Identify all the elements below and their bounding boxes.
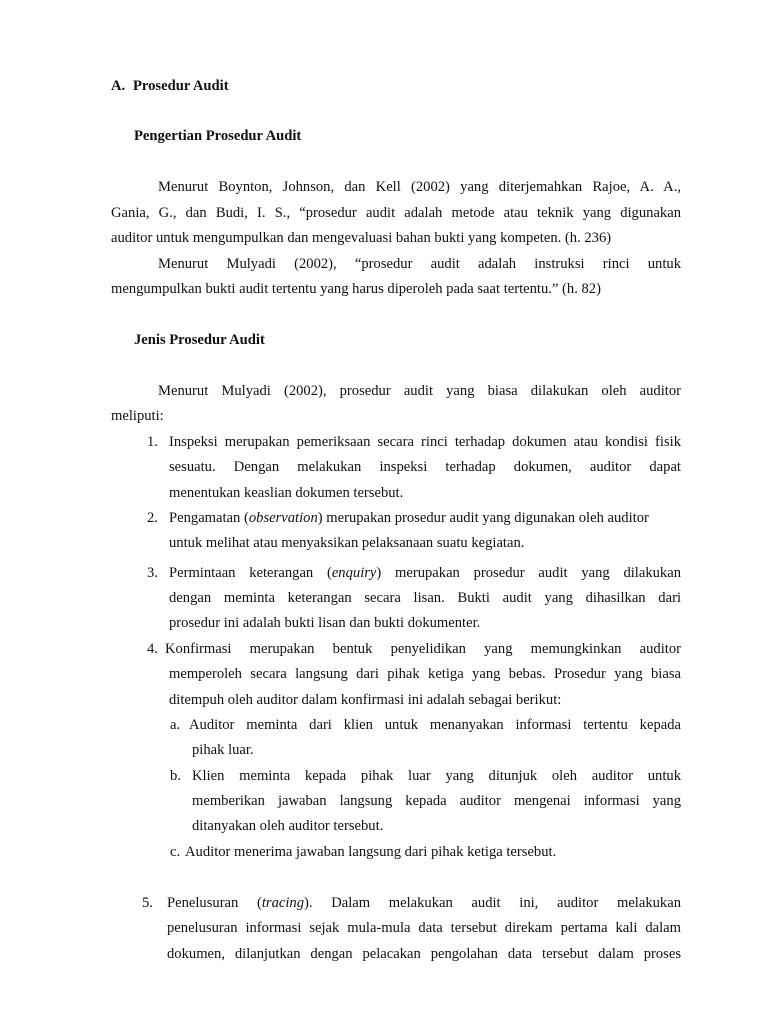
list-item5-line2: penelusuran informasi sejak mula-mula data tersebut direkam pertama kali dalam (167, 920, 681, 936)
list-item4-line3: ditempuh oleh auditor dalam konfirmasi ini adalah sebagai berikut: (169, 692, 562, 708)
para1-line2: Gania, G., dan Budi, I. S., “prosedur audit adalah metode atau teknik yang digunakan (111, 205, 681, 221)
para3-line1: Menurut Mulyadi (2002), prosedur audit yang biasa dilakukan oleh auditor (158, 383, 681, 399)
heading-number: A. (111, 78, 126, 94)
list-item2-line1: Pengamatan (observation) merupakan prosedur audit yang digunakan oleh auditor (169, 510, 649, 526)
list-number-4: 4. (147, 641, 158, 657)
list-number-2: 2. (147, 510, 158, 526)
list-item3-line3: prosedur ini adalah bukti lisan dan bukti dokumenter. (169, 615, 481, 631)
list-item5-line3: dokumen, dilanjutkan dengan pelacakan pengolahan data tersebut dalam proses (167, 946, 681, 962)
term-enquiry: enquiry (331, 565, 377, 581)
sublist-a-line1: Auditor meminta dari klien untuk menanyakan informasi tertentu kepada (189, 717, 681, 733)
sublist-c-line1: Auditor menerima jawaban langsung dari pihak ketiga tersebut. (185, 844, 557, 860)
sublist-b-line2: memberikan jawaban langsung kepada auditor mengenai informasi yang (192, 793, 681, 809)
sublist-letter-c: c. (170, 844, 181, 860)
sublist-b-line1: Klien meminta kepada pihak luar yang ditunjuk oleh auditor untuk (192, 768, 681, 784)
sublist-a-line2: pihak luar. (192, 742, 254, 758)
sublist-letter-a: a. (170, 717, 181, 733)
para2-line1: Menurut Mulyadi (2002), “prosedur audit adalah instruksi rinci untuk (158, 256, 681, 272)
list-item1-line3: menentukan keaslian dokumen tersebut. (169, 485, 404, 501)
list-item2-line2: untuk melihat atau menyaksikan pelaksanaan suatu kegiatan. (169, 535, 525, 551)
list-item3-line2: dengan meminta keterangan secara lisan. Bukti audit yang dihasilkan dari (169, 590, 681, 606)
para1-line1: Menurut Boynton, Johnson, dan Kell (2002) yang diterjemahkan Rajoe, A. A., (158, 179, 681, 195)
list-item1-line2: sesuatu. Dengan melakukan inspeksi terhadap dokumen, auditor dapat (169, 459, 681, 475)
list-number-1: 1. (147, 434, 158, 450)
list-number-3: 3. (147, 565, 158, 581)
list-item4-line2: memperoleh secara langsung dari pihak ketiga yang bebas. Prosedur yang biasa (169, 666, 681, 682)
section-title-jenis: Jenis Prosedur Audit (134, 332, 265, 348)
section-title-pengertian: Pengertian Prosedur Audit (134, 128, 302, 144)
para1-line3: auditor untuk mengumpulkan dan mengevaluasi bahan bukti yang kompeten. (h. 236) (111, 230, 612, 246)
sublist-b-line3: ditanyakan oleh auditor tersebut. (192, 818, 384, 834)
list-number-5: 5. (142, 895, 153, 911)
para2-line2: mengumpulkan bukti audit tertentu yang harus diperoleh pada saat tertentu.” (h. 82) (111, 281, 601, 297)
term-observation: observation (248, 510, 318, 526)
sublist-letter-b: b. (170, 768, 181, 784)
list-item3-line1: Permintaan keterangan (enquiry) merupakan prosedur audit yang dilakukan (169, 565, 681, 581)
list-item5-line1: Penelusuran (tracing). Dalam melakukan audit ini, auditor melakukan (167, 895, 681, 911)
list-item4-line1: Konfirmasi merupakan bentuk penyelidikan yang memungkinkan auditor (165, 641, 681, 657)
heading-title: Prosedur Audit (133, 78, 229, 94)
term-tracing: tracing (261, 895, 305, 911)
list-item1-line1: Inspeksi merupakan pemeriksaan secara rinci terhadap dokumen atau kondisi fisik (169, 434, 681, 450)
para3-line2: meliputi: (111, 408, 164, 424)
